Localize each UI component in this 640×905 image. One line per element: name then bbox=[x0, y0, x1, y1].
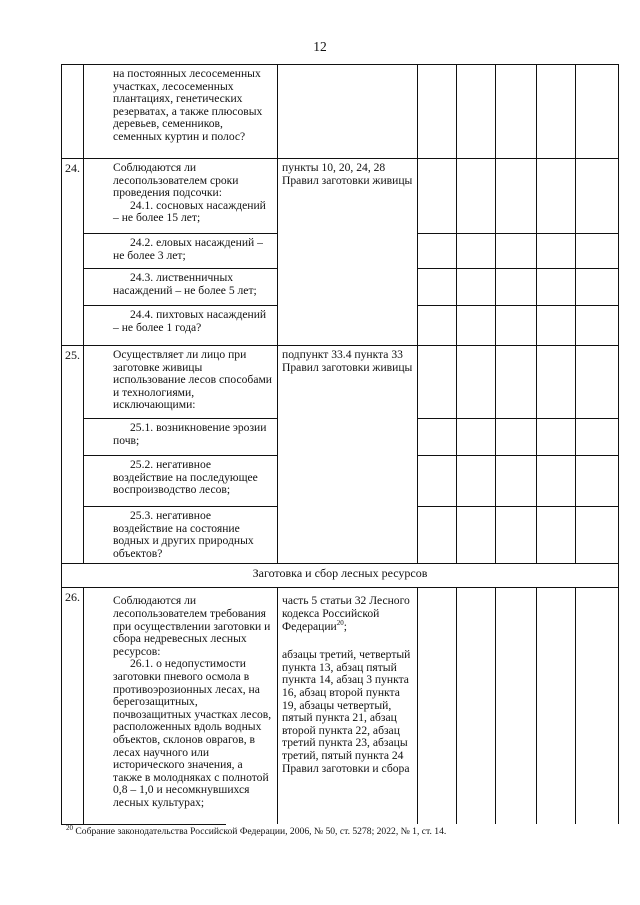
answer-cell bbox=[496, 588, 537, 824]
subitem-text: 24.4. пихтовых насаждений – не более 1 года? bbox=[113, 308, 267, 334]
answer-cell bbox=[457, 507, 496, 564]
footnote bbox=[66, 823, 447, 837]
answer-cell bbox=[537, 507, 576, 564]
answer-cell bbox=[457, 269, 496, 306]
answer-cell bbox=[496, 419, 537, 456]
reference-text: абзацы третий, четвертый пункта 13, абзац пятый пункта 14, абзац 3 пункта 16, абзац второй пункта 19, абзацы четвертый, пятый пункта 21, абзац второй пункта 22, абзац третий пункта 23, абзацы третий, пятый пункта 24 Правил заготовки и сбора bbox=[282, 648, 411, 775]
reference-text: часть 5 статьи 32 Лесного кодекса Российской Федерации bbox=[282, 594, 410, 633]
question-cell bbox=[84, 159, 278, 234]
answer-cell bbox=[576, 507, 619, 564]
section-header bbox=[62, 564, 619, 588]
checklist-table-frame bbox=[61, 64, 619, 824]
answer-cell bbox=[496, 306, 537, 346]
table-row-26 bbox=[62, 588, 619, 824]
subitem-text: 24.2. еловых насаждений – не более 3 лет; bbox=[113, 236, 263, 262]
answer-cell bbox=[457, 419, 496, 456]
answer-cell bbox=[418, 234, 457, 269]
row-number: 25. bbox=[62, 346, 84, 564]
answer-cell bbox=[496, 346, 537, 419]
answer-cell bbox=[457, 456, 496, 507]
question-text: на постоянных лесосеменных участках, лесосеменных плантациях, генетических резерватах, а также плюсовых деревьев, семенников, семенных куртин и полос? bbox=[113, 67, 263, 143]
answer-cell bbox=[496, 507, 537, 564]
table-row-continuation bbox=[62, 65, 619, 159]
subitem-cell bbox=[84, 507, 278, 564]
question-text: Соблюдаются ли лесопользователем требования при осуществлении заготовки и сбора недревесных лесных ресурсов: bbox=[113, 594, 271, 658]
answer-cell bbox=[496, 65, 537, 159]
answer-cell bbox=[496, 269, 537, 306]
answer-cell bbox=[418, 65, 457, 159]
answer-cell bbox=[457, 65, 496, 159]
answer-cell bbox=[576, 306, 619, 346]
answer-cell bbox=[537, 65, 576, 159]
answer-cell bbox=[418, 346, 457, 419]
number-cell bbox=[62, 65, 84, 159]
subitem-cell bbox=[84, 456, 278, 507]
subitem-text: 26.1. о недопустимости заготовки пневого осмола в противоэрозионных лесах, на берегозащитных, почвозащитных участках лесов, расположенных вдоль водных объектов, склонов оврагов, в лесах научного или исторического значения, а также в молодняках с полнотой 0,8 – 1,0 и несомкнувшихся лесных культурах; bbox=[113, 657, 272, 809]
answer-cell bbox=[537, 419, 576, 456]
answer-cell bbox=[418, 588, 457, 824]
footnote-ref[interactable]: 20 bbox=[336, 618, 344, 627]
table-row-24 bbox=[62, 159, 619, 234]
answer-cell bbox=[537, 159, 576, 234]
subitem-text: 25.2. негативное воздействие на последующее воспроизводство лесов; bbox=[113, 458, 258, 497]
footnote-separator bbox=[61, 824, 226, 825]
answer-cell bbox=[457, 159, 496, 234]
answer-cell bbox=[496, 456, 537, 507]
row-number: 26. bbox=[62, 588, 84, 824]
subitem-text: 25.1. возникновение эрозии почв; bbox=[113, 421, 267, 447]
answer-cell bbox=[537, 269, 576, 306]
subitem-cell bbox=[84, 269, 278, 306]
reference-cell bbox=[278, 588, 418, 824]
row-number: 24. bbox=[62, 159, 84, 346]
subitem-cell bbox=[84, 234, 278, 269]
section-header-row bbox=[62, 564, 619, 588]
answer-cell bbox=[457, 588, 496, 824]
footnote-mark: 20 bbox=[66, 823, 73, 832]
reference-tail: ; bbox=[343, 619, 347, 633]
answer-cell bbox=[418, 456, 457, 507]
answer-cell bbox=[537, 456, 576, 507]
question-text: Соблюдаются ли лесопользователем сроки проведения подсочки: bbox=[113, 161, 239, 200]
question-text: Осуществляет ли лицо при заготовке живицы использование лесов способами и технологиями, исключающими: bbox=[113, 348, 273, 412]
answer-cell bbox=[418, 159, 457, 234]
checklist-table bbox=[61, 64, 619, 824]
answer-cell bbox=[418, 269, 457, 306]
reference-cell bbox=[278, 65, 418, 159]
answer-cell bbox=[537, 346, 576, 419]
answer-cell bbox=[576, 234, 619, 269]
answer-cell bbox=[576, 346, 619, 419]
answer-cell bbox=[418, 419, 457, 456]
question-cell bbox=[84, 346, 278, 419]
footnote-text: Собрание законодательства Российской Федерации, 2006, № 50, ст. 5278; 2022, № 1, ст. 14. bbox=[73, 826, 447, 837]
answer-cell bbox=[537, 234, 576, 269]
reference-cell bbox=[278, 159, 418, 346]
reference-text: подпункт 33.4 пункта 33 Правил заготовки живицы bbox=[282, 348, 413, 374]
subitem-text: 25.3. негативное воздействие на состояние водных и других природных объектов? bbox=[113, 509, 254, 560]
reference-text: пункты 10, 20, 24, 28 Правил заготовки живицы bbox=[282, 161, 413, 187]
subitem-cell bbox=[84, 306, 278, 346]
answer-cell bbox=[576, 419, 619, 456]
question-cell bbox=[84, 588, 278, 824]
answer-cell bbox=[457, 346, 496, 419]
answer-cell bbox=[457, 234, 496, 269]
answer-cell bbox=[537, 306, 576, 346]
answer-cell bbox=[457, 306, 496, 346]
table-row-25 bbox=[62, 346, 619, 419]
section-title: Заготовка и сбор лесных ресурсов bbox=[252, 566, 428, 581]
subitem-cell bbox=[84, 419, 278, 456]
question-cell bbox=[84, 65, 278, 159]
subitem-text: 24.3. лиственничных насаждений – не более 5 лет; bbox=[113, 271, 257, 297]
answer-cell bbox=[418, 507, 457, 564]
answer-cell bbox=[576, 588, 619, 824]
answer-cell bbox=[576, 159, 619, 234]
reference-cell bbox=[278, 346, 418, 564]
subitem-text: 24.1. сосновых насаждений – не более 15 лет; bbox=[113, 198, 266, 225]
answer-cell bbox=[576, 456, 619, 507]
answer-cell bbox=[496, 234, 537, 269]
answer-cell bbox=[576, 269, 619, 306]
page-number: 12 bbox=[313, 39, 327, 54]
answer-cell bbox=[537, 588, 576, 824]
answer-cell bbox=[496, 159, 537, 234]
answer-cell bbox=[576, 65, 619, 159]
answer-cell bbox=[418, 306, 457, 346]
